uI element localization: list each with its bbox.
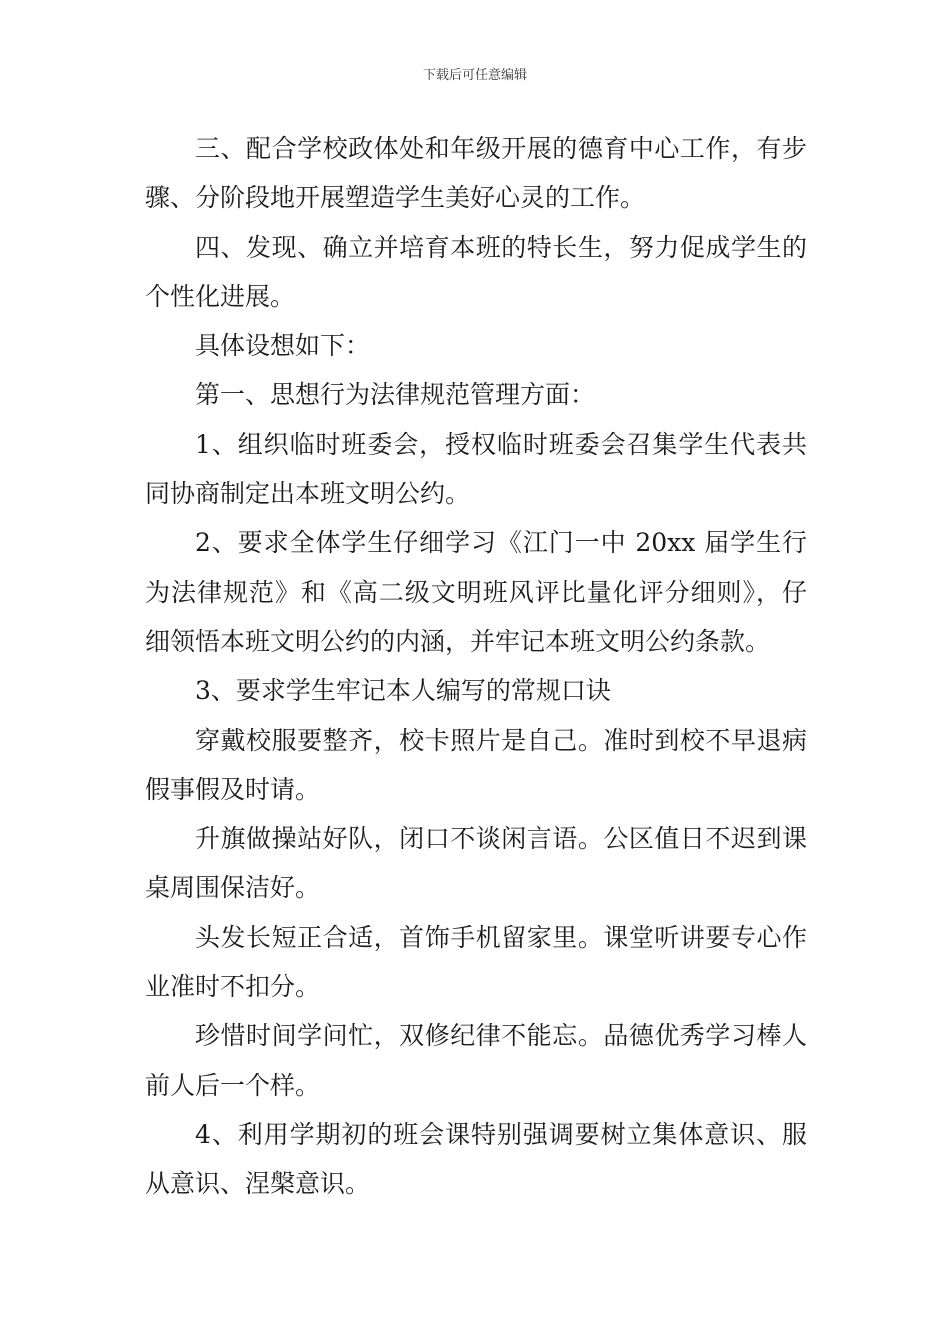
paragraph-heading-first: 第一、思想行为法律规范管理方面： xyxy=(195,380,596,410)
paragraph-rhyme-4: 珍惜时间学问忙，双修纪律不能忘。品德优秀学习棒人前人后一个样。 xyxy=(145,1021,807,1100)
paragraph-rhyme-3: 头发长短正合适，首饰手机留家里。课堂听讲要专心作业准时不扣分。 xyxy=(145,922,807,1002)
paragraph-item-3: 3、要求学生牢记本人编写的常规口诀 xyxy=(195,676,611,706)
paragraph-section-four: 四、发现、确立并培育本班的特长生，努力促成学生的个性化进展。 xyxy=(145,232,807,311)
paragraph-rhyme-2: 升旗做操站好队，闭口不谈闲言语。公区值日不迟到课桌周围保洁好。 xyxy=(145,824,807,903)
paragraph-rhyme-1: 穿戴校服要整齐，校卡照片是自己。准时到校不早退病假事假及时请。 xyxy=(145,725,807,804)
paragraph-plan-intro: 具体设想如下： xyxy=(195,331,371,361)
paragraph-item-1: 1、组织临时班委会，授权临时班委会召集学生代表共同协商制定出本班文明公约。 xyxy=(145,429,807,509)
paragraph-item-4: 4、利用学期初的班会课特别强调要树立集体意识、服从意识、涅槃意识。 xyxy=(145,1119,807,1199)
page-header-note: 下载后可任意编辑 xyxy=(422,68,527,83)
paragraph-item-2: 2、要求全体学生仔细学习《江门一中 20xx 届学生行为法律规范》和《高二级文明班风评比量化评分细则》，仔细领悟本班文明公约的内涵，并牢记本班文明公约条款。 xyxy=(145,528,807,656)
document-body xyxy=(145,124,807,1209)
paragraph-section-three: 三、配合学校政体处和年级开展的德育中心工作，有步骤、分阶段地开展塑造学生美好心灵的工作。 xyxy=(145,134,807,213)
